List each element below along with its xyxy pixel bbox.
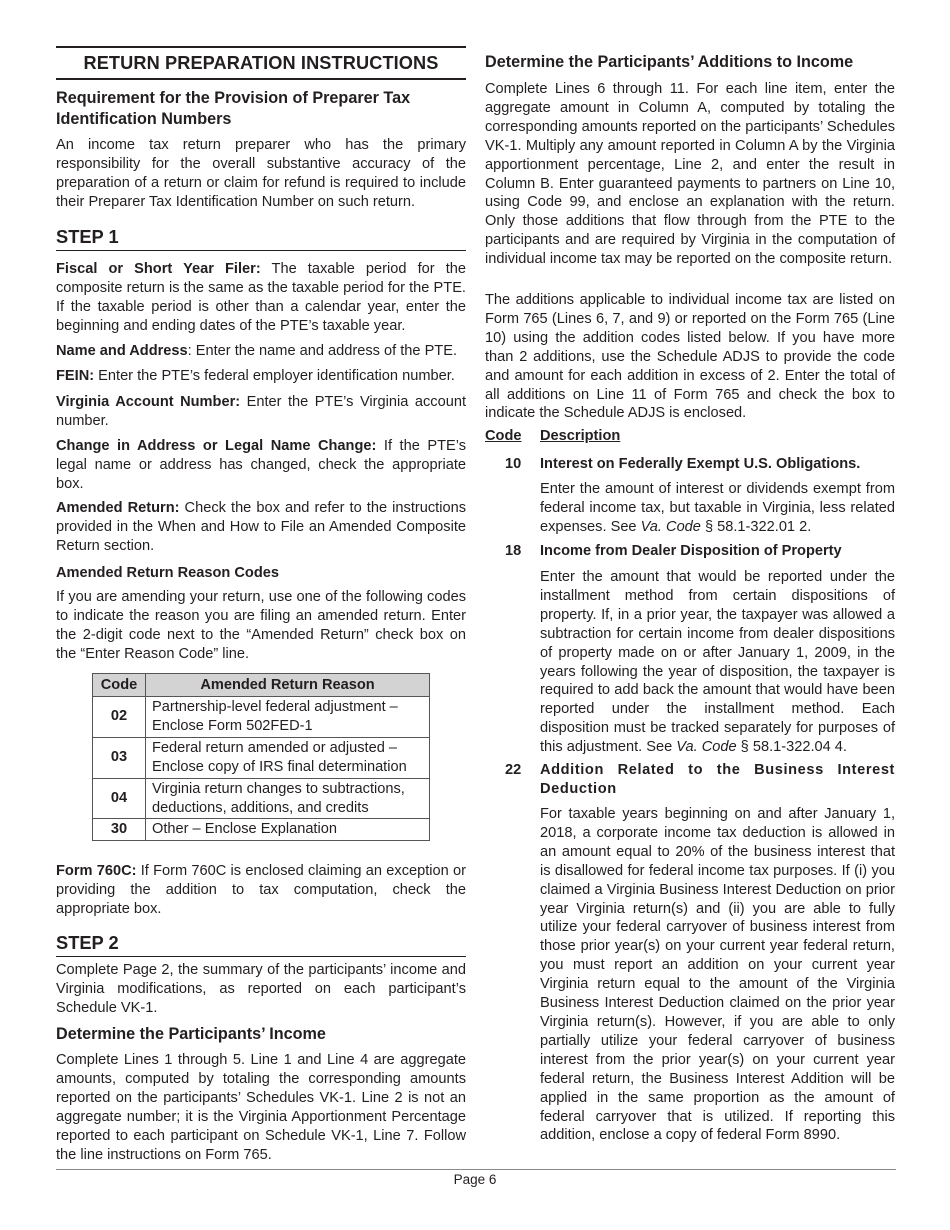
addition-code-number: 10	[505, 456, 522, 472]
addition-code-number: 18	[505, 543, 522, 559]
reason-text: Partnership-level federal adjustment – Enclose Form 502FED-1	[146, 697, 430, 738]
reason-codes-intro: If you are amending your return, use one of the following codes to indicate the reason you are filing an amended return. Enter the 2-digit code next to the “Amended Return” check box on the “Enter Reason Code” line.	[56, 589, 466, 662]
ptin-heading: Requirement for the Provision of Preparer Tax Identification Numbers	[56, 89, 411, 128]
addition-code-title: Income from Dealer Disposition of Property	[540, 543, 842, 559]
name-address-paragraph: Name and Address: Enter the name and address of the PTE.	[56, 343, 458, 359]
column-header-code: Code	[93, 674, 146, 697]
ptin-body: An income tax return preparer who has the primary responsibility for the overall substantive accuracy of the preparation of a return or claim for refund is required to include their Preparer Tax Identification Number on such return.	[56, 137, 466, 210]
step1-heading: STEP 1	[56, 226, 466, 251]
form760c-paragraph: Form 760C: If Form 760C is enclosed claiming an exception or providing the addition to tax computation, check the appropriate box.	[56, 863, 466, 917]
step2-body: Complete Page 2, the summary of the participants’ income and Virginia modifications, as reported on each participant’s Schedule VK-1.	[56, 962, 466, 1016]
va-account-paragraph: Virginia Account Number: Enter the PTE’s Virginia account number.	[56, 394, 466, 429]
reason-codes-heading: Amended Return Reason Codes	[56, 565, 279, 581]
change-address-paragraph: Change in Address or Legal Name Change: If the PTE’s legal name or address has changed, check the appropriate box.	[56, 438, 467, 492]
reason-codes-table	[92, 673, 430, 841]
column-header-reason: Amended Return Reason	[146, 674, 430, 697]
change-address-label: Change in Address or Legal Name Change:	[56, 438, 377, 454]
addition-code-number: 22	[505, 762, 522, 778]
reason-code: 30	[93, 819, 146, 841]
income-body: Complete Lines 1 through 5. Line 1 and Line 4 are aggregate amounts, computed by totaling the corresponding amounts reported on the participants’ Schedules VK-1. Line 2 is not an aggregate number; it is the Virginia Apportionment Percentage reported to each participant on Schedule VK-1, Line 7. Follow the line instructions on Form 765.	[56, 1052, 466, 1163]
addition-code-title: Interest on Federally Exempt U.S. Obligations.	[540, 456, 861, 472]
reason-text: Other – Enclose Explanation	[146, 819, 430, 841]
page-title: RETURN PREPARATION INSTRUCTIONS	[56, 46, 466, 80]
va-account-label: Virginia Account Number:	[56, 394, 241, 410]
form760c-label: Form 760C:	[56, 863, 137, 879]
addition-code-body: For taxable years beginning on and after January 1, 2018, a corporate income tax deduction is allowed in an amount equal to 20% of the business interest that is disallowed for federal income tax purposes. If (i) you claimed a Virginia Business Interest Deduction on prior year Virginia return(s) and (ii) you are able to fully utilize your federal carryover of business interest from those prior year(s) on your current year federal return, you must report an addition on your current year Virginia return equal to the amount of the Virginia Business Interest Deduction claimed on the prior year Virginia return(s). However, if you are able to only partially utilize your federal carryover of business interest from the prior year(s) on your current year federal return, the Business Interest Addition will be applied in the same proportion as the amount of federal carryover that is utilized. If reporting this addition, enclose a copy of federal Form 8990.	[540, 806, 895, 1144]
income-heading: Determine the Participants’ Income	[56, 1025, 326, 1043]
table-row	[93, 697, 430, 738]
additions-body-2: The additions applicable to individual income tax are listed on Form 765 (Lines 6, 7, and 9) or reported on the Form 765 (Line 10) using the addition codes listed below. If you have more than 2 additions, use the Schedule ADJS to provide the code and amount for each addition in excess of 2. Enter the total of all additions on Line 11 of Form 765 and check the box to indicate the Schedule ADJS is enclosed.	[485, 292, 895, 422]
table-header-row	[93, 674, 430, 697]
addition-code-body: Enter the amount that would be reported under the installment method from certain dispositions of property. If, in a prior year, the taxpayer was allowed a subtraction for certain income from dealer dispositions of property made on or after January 1, 2009, in the years following the year of disposition, the taxpayer is required to add back the amount that would have been reported under the installment method. Each disposition must be tracked separately for purposes of this adjustment. See Va. Code § 58.1-322.04 4.	[540, 569, 895, 756]
addition-code-title: Addition Related to the Business Interest Deduction	[540, 762, 895, 797]
codes-header-description: Description	[540, 428, 621, 444]
codes-header-code: Code	[485, 428, 522, 444]
table-row	[93, 819, 430, 841]
footer-rule	[56, 1169, 896, 1170]
fiscal-year-label: Fiscal or Short Year Filer:	[56, 261, 261, 277]
reason-text: Virginia return changes to subtractions, deductions, additions, and credits	[146, 778, 430, 819]
fiscal-year-paragraph: Fiscal or Short Year Filer: The taxable period for the composite return is the same as the taxable period for the PTE. If the taxable period is other than a calendar year, enter the beginning and ending dates of the PTE’s taxable year.	[56, 261, 466, 334]
additions-heading: Determine the Participants’ Additions to Income	[485, 53, 854, 71]
name-address-label: Name and Address	[56, 343, 188, 359]
amended-return-label: Amended Return:	[56, 500, 180, 516]
reason-code: 02	[93, 697, 146, 738]
page-number: Page 6	[453, 1172, 497, 1187]
reason-code: 03	[93, 737, 146, 778]
reason-code: 04	[93, 778, 146, 819]
additions-body-1: Complete Lines 6 through 11. For each line item, enter the aggregate amount in Column A, computed by totaling the corresponding amounts reported on the participants’ Schedules VK-1. Multiply any amount reported in Column A by the Virginia apportionment percentage, Line 2, and enter the result in Column B. Enter guaranteed payments to partners on Line 10, using Code 99, and enclose an explanation with the return. Only those additions that flow through from the PTE to the participants and are required by Virginia in the computation of individual income tax may be reported on the composite return.	[485, 81, 895, 268]
fein-paragraph: FEIN: Enter the PTE’s federal employer identification number.	[56, 368, 455, 384]
amended-return-paragraph: Amended Return: Check the box and refer to the instructions provided in the When and How to File an Amended Composite Return section.	[56, 500, 466, 554]
table-row	[93, 737, 430, 778]
table-row	[93, 778, 430, 819]
addition-code-body: Enter the amount of interest or dividends exempt from federal income tax, but taxable in Virginia, less related expenses. See Va. Code § 58.1-322.01 2.	[540, 481, 895, 535]
step2-heading: STEP 2	[56, 932, 466, 957]
fein-label: FEIN:	[56, 368, 95, 384]
reason-text: Federal return amended or adjusted – Enclose copy of IRS final determination	[146, 737, 430, 778]
